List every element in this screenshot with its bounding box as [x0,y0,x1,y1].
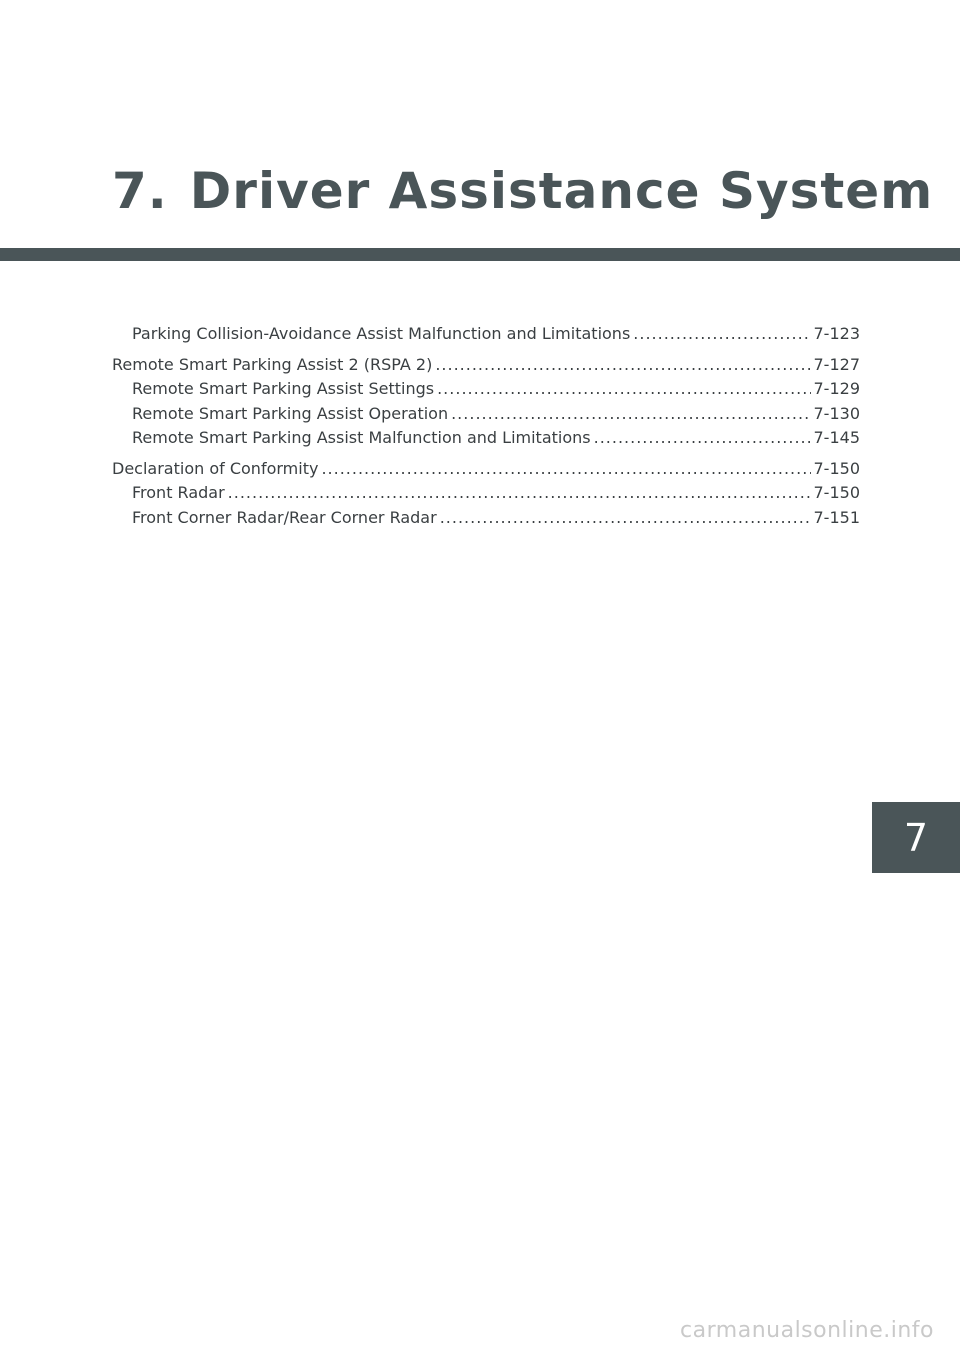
watermark: carmanualsonline.info [680,1318,934,1343]
toc-entry-label: Declaration of Conformity [112,458,319,478]
dot-leader [451,402,810,427]
chapter-name: Driver Assistance System [189,162,934,220]
toc-entry[interactable] [112,322,860,347]
toc-entry[interactable] [112,402,860,427]
toc-entry[interactable] [112,353,860,378]
toc-entry[interactable] [112,377,860,402]
dot-leader [440,506,811,531]
title-divider [0,248,960,261]
toc-entry[interactable] [112,426,860,451]
toc-entry-label: Parking Collision-Avoidance Assist Malfunction and Limitations [132,324,631,343]
toc-entry[interactable] [112,457,860,482]
chapter-tab-number: 7 [903,815,929,860]
toc-entry-label: Remote Smart Parking Assist Settings [132,379,435,398]
toc-entry-label: Remote Smart Parking Assist Operation [132,403,449,423]
dot-leader [437,377,810,402]
dot-leader [633,322,810,347]
dot-leader [435,353,810,378]
toc-entry-label: Front Radar [132,483,225,502]
dot-leader [321,457,810,482]
table-of-contents [112,322,860,530]
toc-entry-page: 7-127 [813,354,860,374]
toc-entry-label: Front Corner Radar/Rear Corner Radar [132,507,437,527]
toc-entry[interactable] [112,481,860,506]
chapter-number: 7. [112,162,168,220]
chapter-title [112,162,933,220]
toc-entry-page: 7-123 [813,324,860,343]
toc-entry-page: 7-150 [813,458,860,478]
dot-leader [594,426,811,451]
toc-entry-page: 7-129 [813,379,860,398]
chapter-tab[interactable] [872,802,960,873]
toc-entry-page: 7-151 [813,507,860,527]
toc-entry-page: 7-145 [813,428,860,447]
toc-entry-page: 7-130 [813,403,860,423]
toc-entry-label: Remote Smart Parking Assist Malfunction and Limitations [132,428,591,447]
toc-entry-page: 7-150 [813,483,860,502]
toc-entry-label: Remote Smart Parking Assist 2 (RSPA 2) [112,354,433,374]
dot-leader [228,481,811,506]
toc-entry[interactable] [112,506,860,531]
